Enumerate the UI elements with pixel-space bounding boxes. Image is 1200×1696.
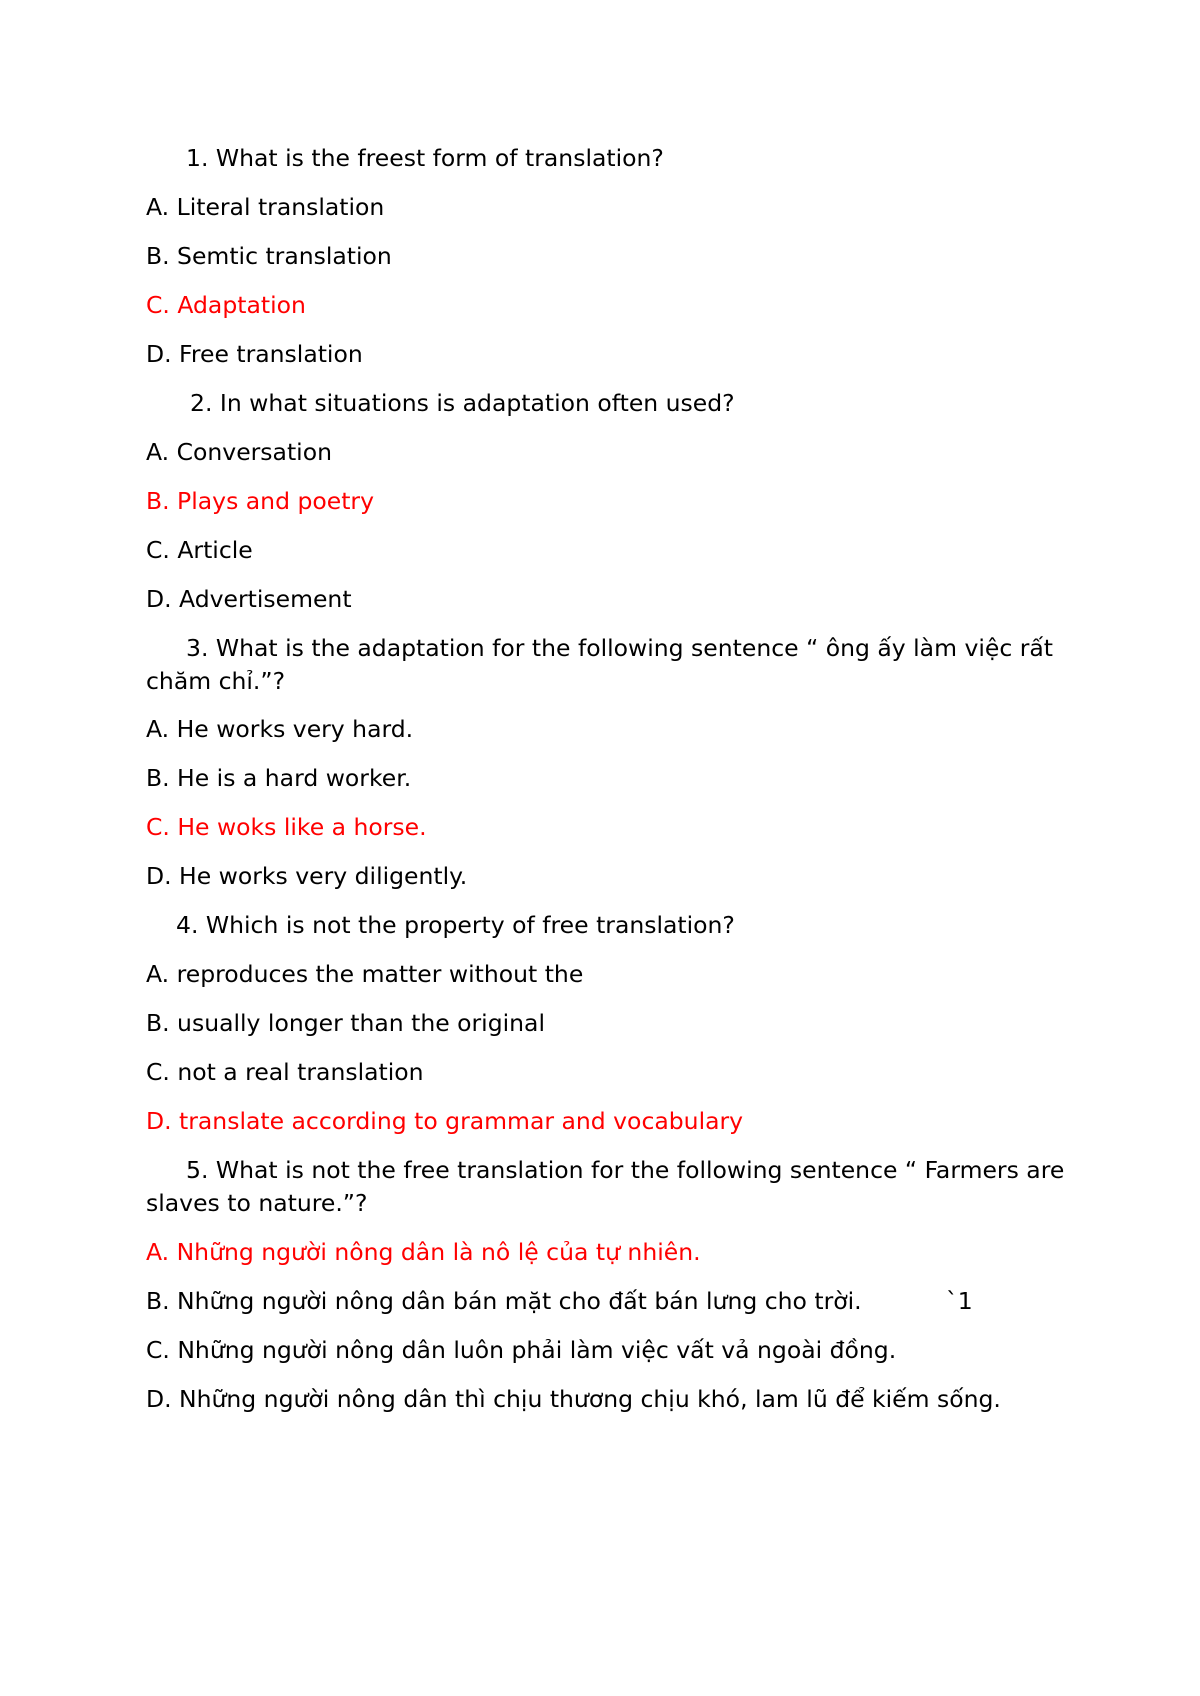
question-2-text: 2. In what situations is adaptation often used? xyxy=(190,389,735,417)
question-4-option-a: A. reproduces the matter without the xyxy=(146,960,584,988)
question-3-option-b: B. He is a hard worker. xyxy=(146,764,412,792)
question-2-option-b-correct: B. Plays and poetry xyxy=(146,487,375,515)
question-5-option-b: B. Những người nông dân bán mặt cho đất bán lưng cho trời. xyxy=(146,1287,862,1315)
question-5-option-c: C. Những người nông dân luôn phải làm việc vất vả ngoài đồng. xyxy=(146,1336,897,1364)
question-1-option-b: B. Semtic translation xyxy=(146,242,392,270)
question-5-option-d: D. Những người nông dân thì chịu thương chịu khó, lam lũ để kiếm sống. xyxy=(146,1385,1001,1413)
question-1-text: 1. What is the freest form of translation? xyxy=(186,144,664,172)
question-5-text: 5. What is not the free translation for the following sentence “ Farmers are slaves to nature.”? xyxy=(146,1156,1065,1217)
question-1-option-d: D. Free translation xyxy=(146,340,363,368)
question-2-option-c: C. Article xyxy=(146,536,253,564)
stray-note: `1 xyxy=(946,1287,973,1315)
question-2-option-a: A. Conversation xyxy=(146,438,332,466)
question-3-option-c-correct: C. He woks like a horse. xyxy=(146,813,427,841)
question-1-option-a: A. Literal translation xyxy=(146,193,385,221)
question-3-option-d: D. He works very diligently. xyxy=(146,862,468,890)
question-4-text: 4. Which is not the property of free translation? xyxy=(176,911,735,939)
question-3-option-a: A. He works very hard. xyxy=(146,715,414,743)
question-4-option-c: C. not a real translation xyxy=(146,1058,424,1086)
question-1-option-c-correct: C. Adaptation xyxy=(146,291,306,319)
question-2-option-d: D. Advertisement xyxy=(146,585,352,613)
question-4-option-d-correct: D. translate according to grammar and vocabulary xyxy=(146,1107,744,1135)
question-5-option-a-correct: A. Những người nông dân là nô lệ của tự nhiên. xyxy=(146,1238,701,1266)
question-3-text: 3. What is the adaptation for the following sentence “ ông ấy làm việc rất chăm chỉ.”? xyxy=(146,634,1053,695)
question-4-option-b: B. usually longer than the original xyxy=(146,1009,545,1037)
